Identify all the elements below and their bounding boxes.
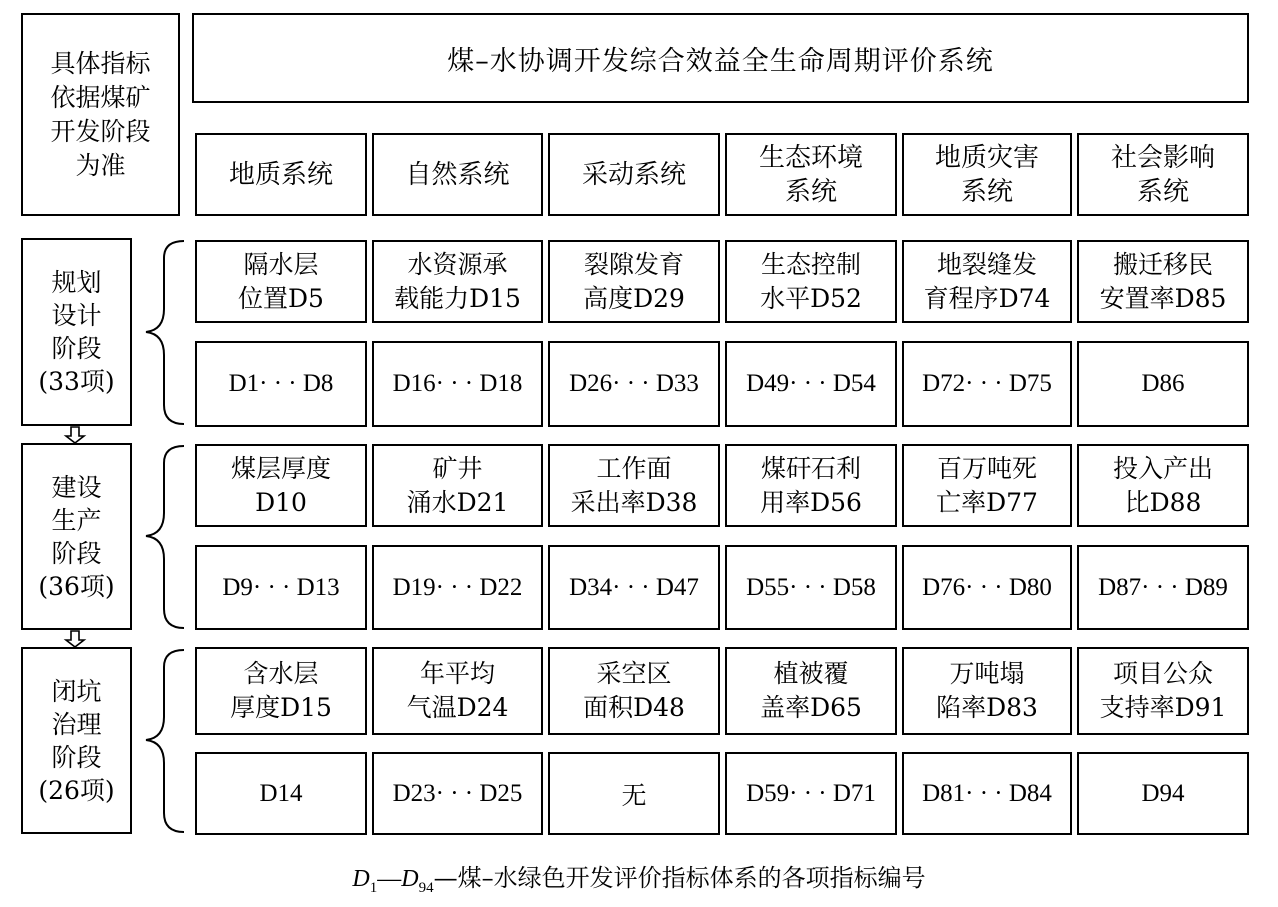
caption-d1-sub: 1 (369, 879, 378, 896)
range-label: D23· · · D25 (392, 779, 523, 807)
caption (0, 858, 1278, 897)
range-label: D1· · · D8 (228, 370, 334, 397)
indicator-label: 地裂缝发 育程序D74 (923, 249, 1051, 313)
range-label: D34· · · D47 (569, 573, 699, 601)
indicator-label: 投入产出 比D88 (1112, 453, 1213, 517)
indicator-label: 含水层 厚度D15 (230, 659, 332, 722)
indicator-label: 年平均 气温D24 (406, 659, 509, 722)
range-label: D87· · · D89 (1098, 573, 1228, 601)
indicator-label: 百万吨死 亡率D77 (936, 453, 1038, 517)
range-label: D76· · · D80 (922, 573, 1052, 601)
indicator-label: 矿井 涌水D21 (406, 453, 509, 517)
indicator-label: 煤矸石利 用率D56 (760, 453, 862, 517)
down-arrow-icon (66, 631, 84, 647)
indicator-label: 煤层厚度 D10 (230, 453, 331, 517)
indicator-label: 水资源承 载能力D15 (394, 249, 521, 313)
stage-label: 规划 设计 阶段 (33项) (38, 268, 115, 396)
range-label: D72· · · D75 (922, 370, 1052, 397)
caption-d1: D (352, 866, 370, 892)
range-label: D14 (259, 779, 303, 807)
range-label: D81· · · D84 (922, 779, 1052, 807)
note-text: 具体指标 依据煤矿 开发阶段 为准 (50, 48, 151, 180)
indicator-label: 植被覆 盖率D65 (760, 659, 862, 722)
stage-label: 建设 生产 阶段 (36项) (38, 472, 115, 601)
range-label: D86 (1141, 370, 1185, 397)
indicator-label: 采空区 面积D48 (583, 659, 685, 722)
system-label: 地质灾害 系统 (934, 142, 1039, 207)
caption-text: —煤–水绿色开发评价指标体系的各项指标编号 (433, 864, 926, 892)
range-label: D59· · · D71 (746, 779, 876, 807)
system-label: 生态环境 系统 (758, 142, 863, 207)
indicator-label: 裂隙发育 高度D29 (583, 249, 685, 313)
indicator-label: 项目公众 支持率D91 (1099, 659, 1227, 722)
range-label: D55· · · D58 (746, 573, 876, 601)
range-label: D26· · · D33 (569, 370, 699, 397)
caption-d94-sub: 94 (418, 879, 434, 896)
indicator-label: 生态控制 水平D52 (760, 249, 862, 313)
brace (146, 650, 184, 832)
indicator-label: 万吨塌 陷率D83 (936, 659, 1038, 722)
indicator-label: 隔水层 位置D5 (238, 249, 324, 313)
range-label: D94 (1141, 779, 1185, 807)
range-label: 无 (621, 782, 647, 810)
indicator-label: 搬迁移民 安置率D85 (1099, 249, 1227, 313)
system-label: 自然系统 (405, 159, 510, 190)
caption-dash: — (377, 866, 402, 892)
range-label: D19· · · D22 (392, 573, 523, 601)
stage-label: 闭坑 治理 阶段 (26项) (38, 676, 115, 805)
indicator-label: 工作面 采出率D38 (570, 453, 698, 517)
down-arrow-icon (66, 427, 84, 443)
system-label: 地质系统 (228, 159, 333, 190)
range-label: D16· · · D18 (392, 370, 523, 397)
caption-d94: D (401, 866, 419, 892)
range-label: D49· · · D54 (746, 370, 876, 397)
system-label: 社会影响 系统 (1110, 142, 1215, 207)
range-label: D9· · · D13 (222, 573, 340, 601)
brace (146, 241, 184, 424)
system-label: 采动系统 (581, 159, 686, 190)
diagram-title: 煤–水协调开发综合效益全生命周期评价系统 (447, 45, 994, 77)
brace (146, 446, 184, 628)
